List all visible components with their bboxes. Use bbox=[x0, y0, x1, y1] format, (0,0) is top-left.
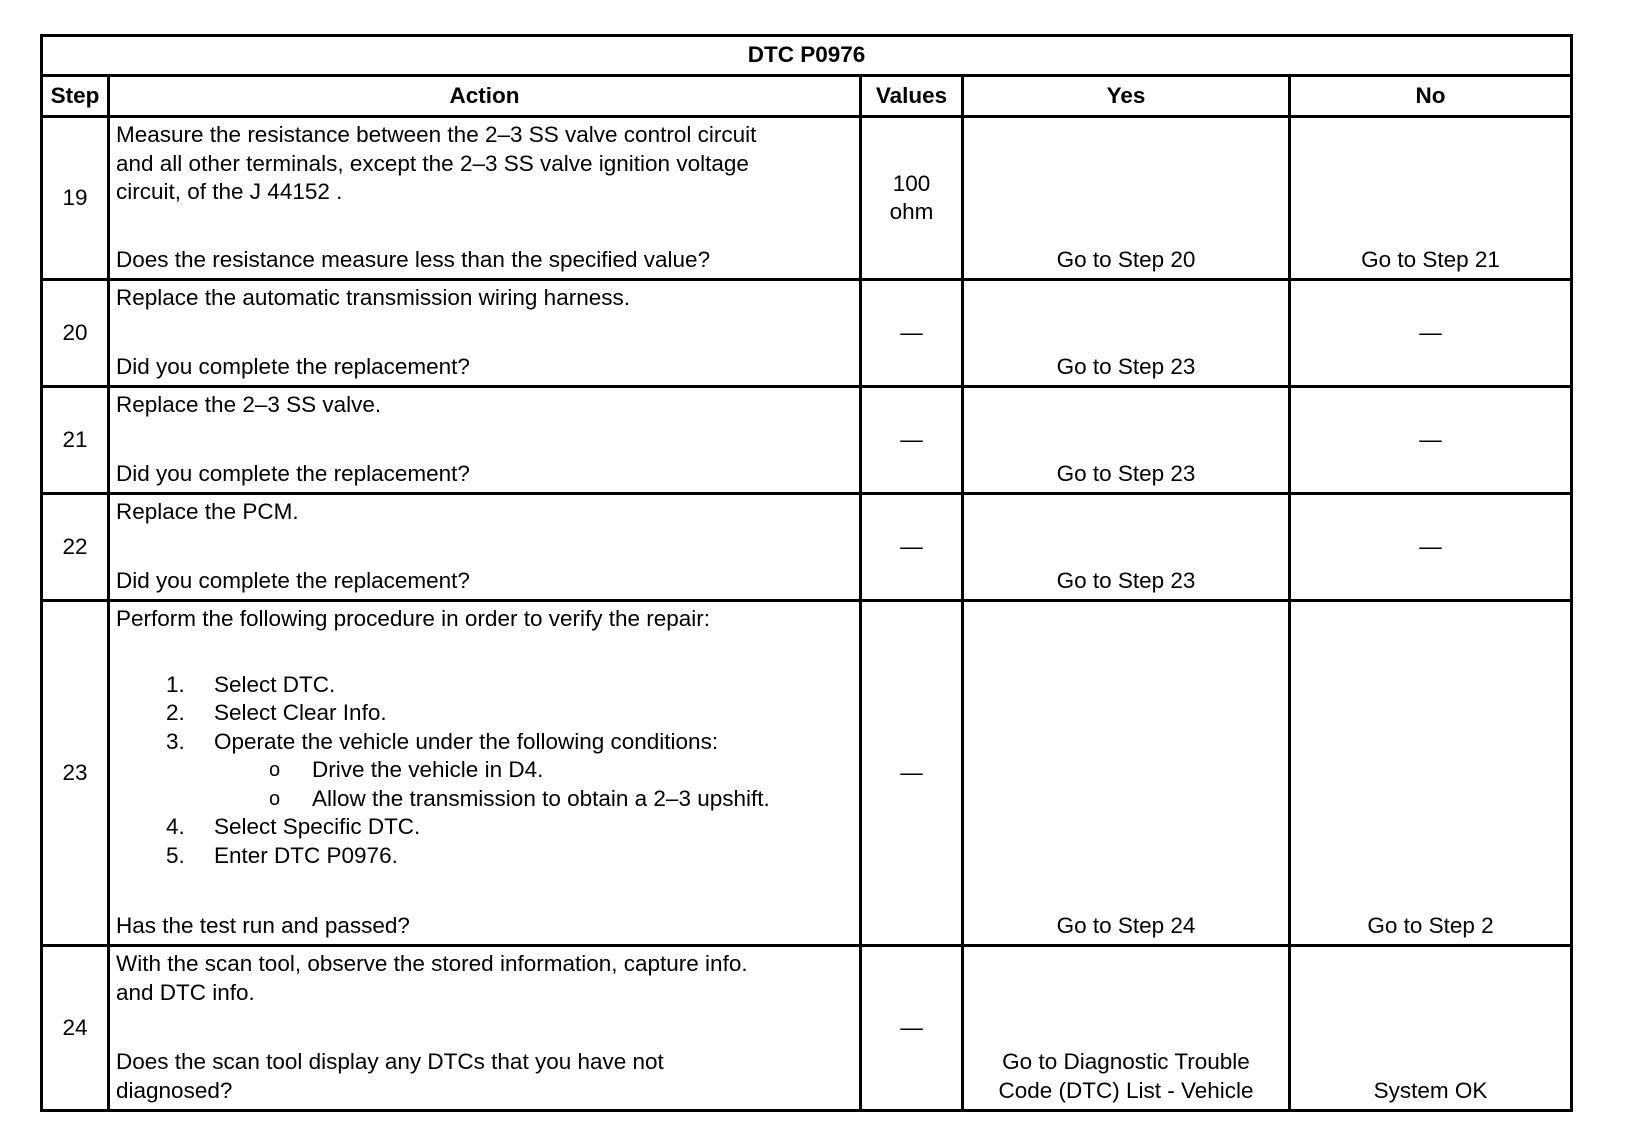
action-question: Did you complete the replacement? bbox=[116, 567, 470, 593]
yes-cell bbox=[964, 602, 1291, 947]
table-title-text: DTC P0976 bbox=[747, 42, 866, 68]
no-outcome: — bbox=[1419, 319, 1442, 345]
values-cell bbox=[862, 281, 964, 388]
table-title bbox=[43, 37, 1573, 77]
action-line: and all other terminals, except the 2–3 SS valve ignition voltage bbox=[116, 150, 749, 176]
no-cell bbox=[1291, 602, 1573, 947]
values-cell bbox=[862, 388, 964, 495]
header-action-label: Action bbox=[449, 82, 520, 108]
step-number bbox=[43, 281, 110, 388]
action-question bbox=[116, 1048, 853, 1105]
value-line: 100 bbox=[892, 170, 931, 196]
action-instruction: Replace the 2–3 SS valve. bbox=[116, 392, 382, 417]
action-cell bbox=[110, 281, 862, 388]
action-cell bbox=[110, 118, 862, 281]
header-no-label: No bbox=[1415, 82, 1446, 108]
action-line: circuit, of the J 44152 . bbox=[116, 179, 343, 204]
step-number-text: 24 bbox=[62, 1014, 88, 1040]
procedure-item bbox=[116, 699, 853, 728]
yes-outcome: Go to Step 23 bbox=[1056, 460, 1196, 486]
procedure-number: 5. bbox=[166, 842, 185, 868]
header-yes bbox=[964, 77, 1291, 118]
value-dash: — bbox=[900, 426, 923, 452]
yes-outcome-line: Go to Diagnostic Trouble bbox=[1002, 1049, 1250, 1074]
procedure-item bbox=[116, 813, 853, 842]
action-question: Has the test run and passed? bbox=[116, 912, 410, 938]
no-cell bbox=[1291, 281, 1573, 388]
procedure-item bbox=[116, 671, 853, 700]
action-line: and DTC info. bbox=[116, 979, 255, 1005]
header-values-label: Values bbox=[875, 82, 948, 108]
no-outcome: — bbox=[1419, 426, 1442, 452]
procedure-text: Select Specific DTC. bbox=[214, 814, 421, 839]
procedure-text: Operate the vehicle under the following conditions: bbox=[214, 728, 719, 754]
action-cell bbox=[110, 495, 862, 602]
no-cell bbox=[1291, 118, 1573, 281]
action-instruction: Perform the following procedure in order to verify the repair: bbox=[116, 606, 711, 631]
action-instruction bbox=[116, 121, 853, 207]
bullet-icon: o bbox=[269, 759, 281, 781]
values-cell bbox=[862, 495, 964, 602]
action-question: Did you complete the replacement? bbox=[116, 460, 470, 486]
step-number-text: 22 bbox=[62, 533, 88, 559]
yes-cell bbox=[964, 281, 1291, 388]
step-number-text: 21 bbox=[62, 426, 88, 452]
procedure-number: 4. bbox=[166, 814, 185, 839]
step-number bbox=[43, 118, 110, 281]
procedure-text: Select DTC. bbox=[214, 671, 336, 697]
procedure-number: 2. bbox=[166, 700, 185, 725]
values-cell bbox=[862, 118, 964, 281]
procedure-subitem bbox=[116, 756, 853, 785]
step-number bbox=[43, 495, 110, 602]
step-number-text: 20 bbox=[62, 319, 88, 345]
procedure-text: Enter DTC P0976. bbox=[214, 842, 398, 868]
action-instruction: Replace the automatic transmission wiring harness. bbox=[116, 285, 630, 310]
action-cell bbox=[110, 947, 862, 1112]
no-cell bbox=[1291, 947, 1573, 1112]
value-dash: — bbox=[900, 759, 923, 785]
step-number-text: 19 bbox=[62, 184, 88, 210]
header-yes-label: Yes bbox=[1106, 82, 1146, 108]
header-values bbox=[862, 77, 964, 118]
no-outcome: System OK bbox=[1373, 1077, 1488, 1103]
no-cell bbox=[1291, 388, 1573, 495]
values-cell bbox=[862, 947, 964, 1112]
action-instruction bbox=[116, 950, 853, 1007]
yes-cell bbox=[964, 495, 1291, 602]
yes-outcome-line: Code (DTC) List - Vehicle bbox=[998, 1077, 1254, 1103]
no-outcome: — bbox=[1419, 533, 1442, 559]
action-line: With the scan tool, observe the stored information, capture info. bbox=[116, 951, 748, 976]
yes-outcome: Go to Step 24 bbox=[1056, 912, 1196, 938]
question-line: Does the scan tool display any DTCs that you have not bbox=[116, 1049, 664, 1074]
step-number bbox=[43, 947, 110, 1112]
step-number bbox=[43, 388, 110, 495]
no-outcome: Go to Step 21 bbox=[1361, 246, 1500, 272]
header-step-label: Step bbox=[50, 82, 100, 108]
header-action bbox=[110, 77, 862, 118]
procedure-subtext: Allow the transmission to obtain a 2–3 upshift. bbox=[312, 785, 770, 811]
procedure-text: Select Clear Info. bbox=[214, 700, 387, 725]
header-step bbox=[43, 77, 110, 118]
procedure-number: 1. bbox=[166, 671, 185, 697]
procedure-item bbox=[116, 842, 853, 871]
no-cell bbox=[1291, 495, 1573, 602]
yes-outcome: Go to Step 23 bbox=[1056, 353, 1196, 379]
yes-cell bbox=[964, 947, 1291, 1112]
action-question: Does the resistance measure less than the specified value? bbox=[116, 246, 711, 272]
action-instruction-block bbox=[116, 605, 853, 870]
no-outcome: Go to Step 2 bbox=[1367, 912, 1494, 938]
step-number-text: 23 bbox=[62, 759, 88, 785]
yes-cell bbox=[964, 388, 1291, 495]
diagnostic-table bbox=[40, 34, 1573, 1112]
action-line: Measure the resistance between the 2–3 SS valve control circuit bbox=[116, 122, 757, 147]
step-number bbox=[43, 602, 110, 947]
action-instruction: Replace the PCM. bbox=[116, 499, 299, 524]
procedure-list bbox=[116, 671, 853, 871]
values-cell bbox=[862, 602, 964, 947]
value-dash: — bbox=[900, 533, 923, 559]
value-dash: — bbox=[900, 1014, 923, 1040]
action-cell bbox=[110, 388, 862, 495]
yes-outcome: Go to Step 20 bbox=[1056, 246, 1196, 272]
procedure-item bbox=[116, 728, 853, 757]
procedure-subtext: Drive the vehicle in D4. bbox=[312, 757, 544, 782]
yes-cell bbox=[964, 118, 1291, 281]
procedure-subitem bbox=[116, 785, 853, 814]
action-cell bbox=[110, 602, 862, 947]
value-line: ohm bbox=[889, 199, 934, 224]
bullet-icon: o bbox=[269, 787, 281, 810]
value-dash: — bbox=[900, 319, 923, 345]
header-no bbox=[1291, 77, 1573, 118]
question-line: diagnosed? bbox=[116, 1077, 233, 1103]
yes-outcome: Go to Step 23 bbox=[1056, 567, 1196, 593]
procedure-number: 3. bbox=[166, 728, 185, 754]
action-question: Did you complete the replacement? bbox=[116, 353, 470, 379]
